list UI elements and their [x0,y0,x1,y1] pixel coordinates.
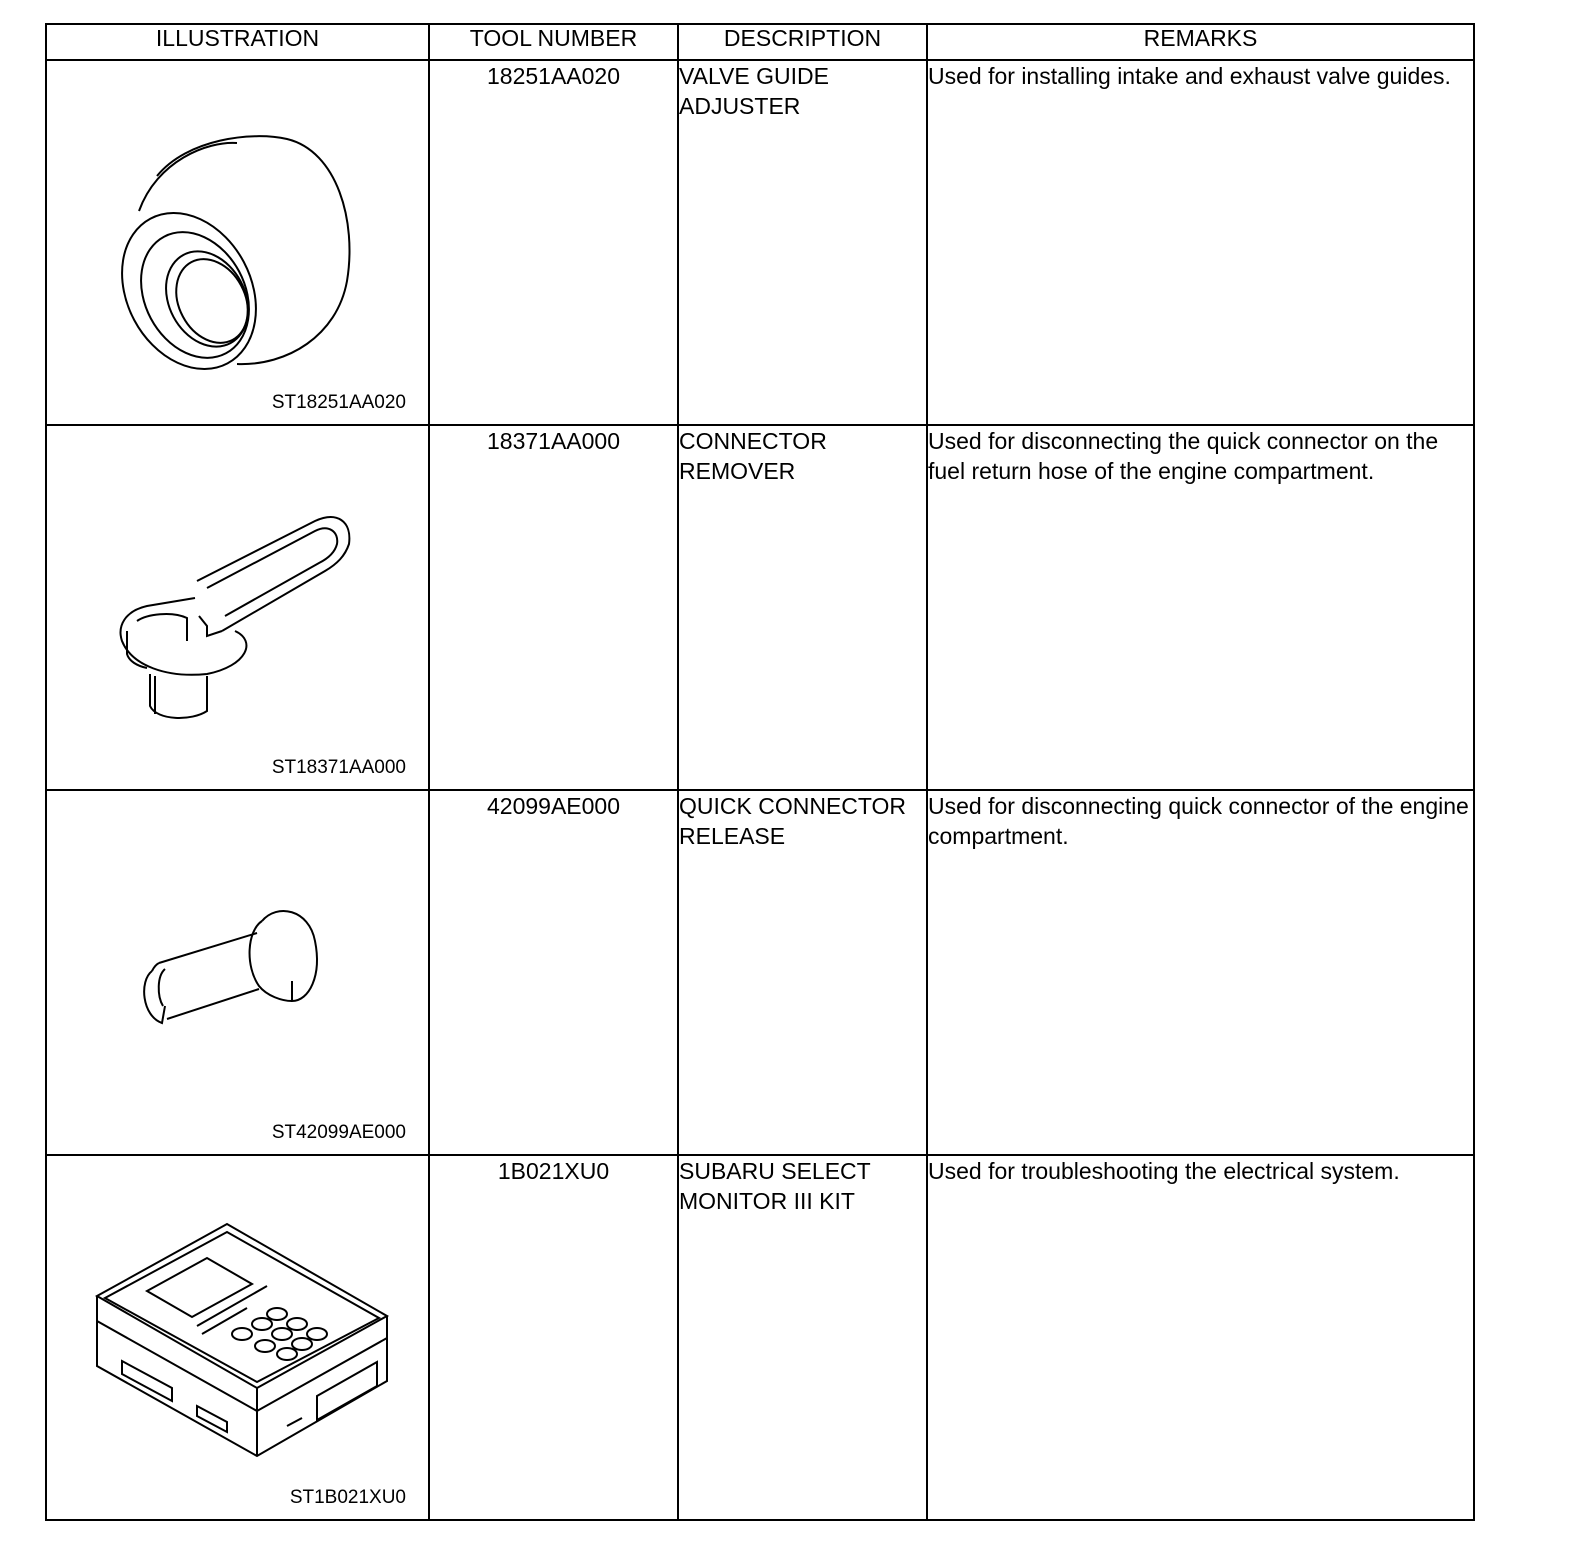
description: VALVE GUIDE ADJUSTER [678,60,927,425]
select-monitor-kit-icon [47,1156,430,1519]
tool-number: 1B021XU0 [429,1155,678,1520]
table-row [46,425,1474,790]
header-tool-number: TOOL NUMBER [429,24,678,60]
header-row [46,24,1474,60]
illustration-cell [46,425,429,790]
header-illustration: ILLUSTRATION [46,24,429,60]
illustration-cell [46,790,429,1155]
illustration-cell [46,1155,429,1520]
tool-number: 18371AA000 [429,425,678,790]
illustration-code: ST18251AA020 [271,392,406,413]
description: QUICK CONNECTOR RELEASE [678,790,927,1155]
tool-number: 18251AA020 [429,60,678,425]
header-remarks: REMARKS [927,24,1474,60]
remarks: Used for troubleshooting the electrical system. [927,1155,1474,1520]
description: CONNECTOR REMOVER [678,425,927,790]
illustration-code: ST18371AA000 [271,757,406,778]
special-tools-table [45,23,1475,1521]
illustration-code: ST1B021XU0 [289,1487,406,1508]
quick-connector-release-icon [47,791,430,1154]
valve-guide-adjuster-icon [47,61,430,424]
connector-remover-icon [47,426,430,789]
remarks: Used for disconnecting the quick connector on the fuel return hose of the engine compartment. [927,425,1474,790]
table-row [46,1155,1474,1520]
illustration-cell [46,60,429,425]
illustration-code: ST42099AE000 [271,1122,406,1143]
header-description: DESCRIPTION [678,24,927,60]
remarks: Used for disconnecting quick connector of the engine compartment. [927,790,1474,1155]
table-row [46,60,1474,425]
tool-number: 42099AE000 [429,790,678,1155]
description: SUBARU SELECT MONITOR III KIT [678,1155,927,1520]
table-row [46,790,1474,1155]
remarks: Used for installing intake and exhaust valve guides. [927,60,1474,425]
